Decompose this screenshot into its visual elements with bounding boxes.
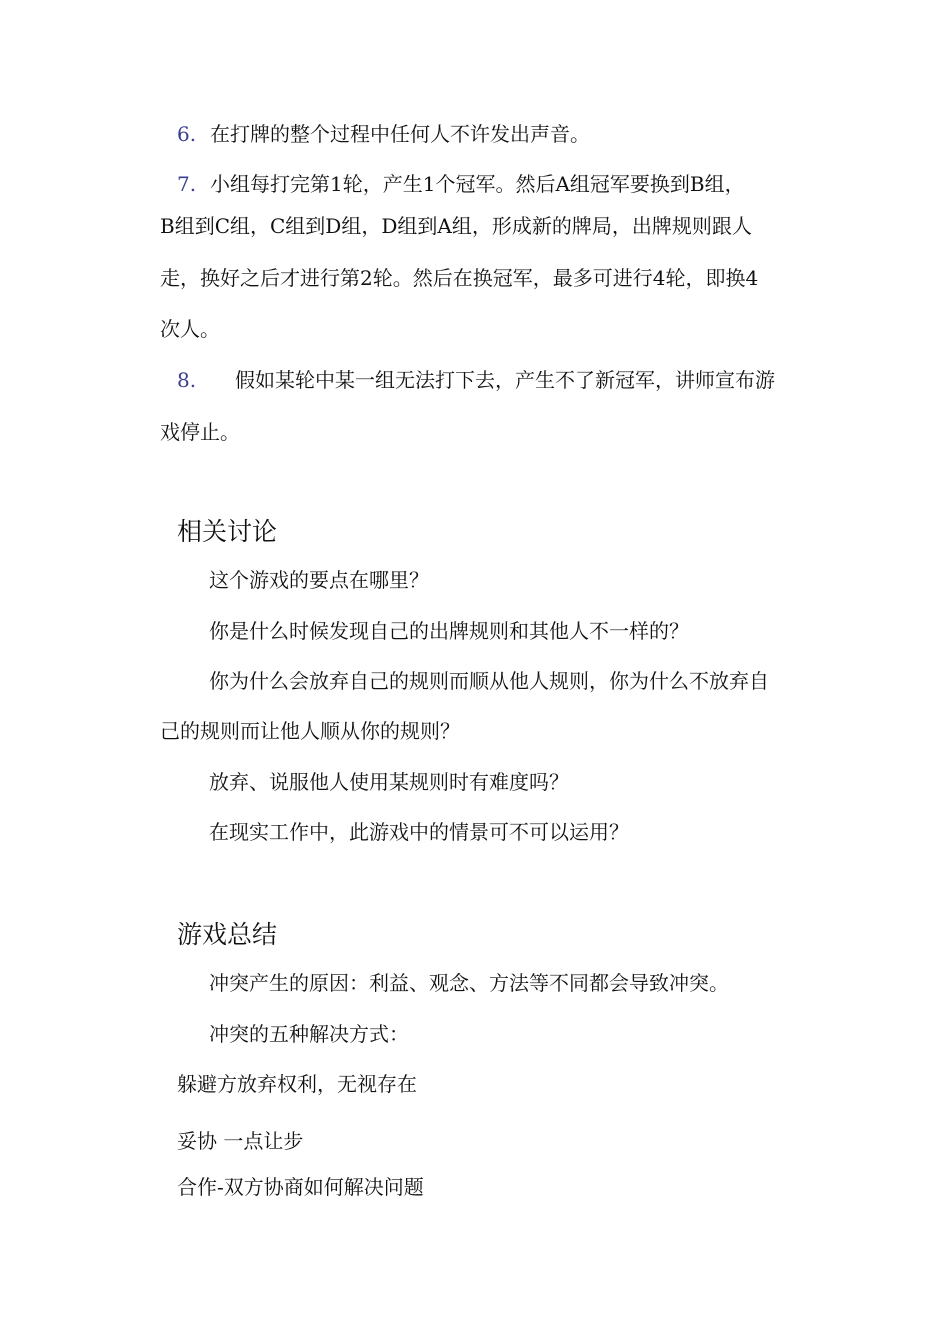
rule-text: 小组每打完第1轮，产生1个冠军。然后A组冠军要换到B组， — [210, 172, 745, 196]
rule-number: 6. — [177, 122, 197, 146]
resolution-method-2: 妥协 一点让步 — [177, 1129, 304, 1153]
rule-item-7-line-4: 次人。 — [160, 317, 220, 341]
rule-number: 8. — [177, 368, 197, 392]
rule-text: 在打牌的整个过程中任何人不许发出声音。 — [210, 122, 590, 146]
rule-item-7-line-2: B组到C组，C组到D组，D组到A组，形成新的牌局，出牌规则跟人 — [160, 214, 752, 238]
discussion-question-4: 放弃、说服他人使用某规则时有难度吗？ — [209, 770, 569, 794]
rule-number: 7. — [177, 172, 197, 196]
rule-item-7-line-1 — [160, 170, 825, 198]
rule-item-6 — [160, 120, 825, 148]
rule-item-7-line-3: 走，换好之后才进行第2轮。然后在换冠军，最多可进行4轮，即换4 — [160, 266, 759, 290]
summary-paragraph-2: 冲突的五种解决方式： — [209, 1022, 409, 1046]
discussion-heading: 相关讨论 — [177, 517, 278, 546]
resolution-method-1: 躲避方放弃权利，无视存在 — [177, 1072, 417, 1096]
discussion-question-2: 你是什么时候发现自己的出牌规则和其他人不一样的？ — [209, 619, 689, 643]
discussion-question-3-line-1: 你为什么会放弃自己的规则而顺从他人规则，你为什么不放弃自 — [209, 669, 769, 693]
discussion-question-5: 在现实工作中，此游戏中的情景可不可以运用？ — [209, 820, 629, 844]
summary-heading: 游戏总结 — [177, 920, 278, 949]
rule-text: 假如某轮中某一组无法打下去，产生不了新冠军，讲师宣布游 — [235, 368, 775, 392]
rule-item-8-line-2: 戏停止。 — [160, 420, 240, 444]
discussion-question-1: 这个游戏的要点在哪里？ — [209, 568, 429, 592]
discussion-question-3-line-2: 己的规则而让他人顺从你的规则？ — [160, 719, 460, 743]
summary-paragraph-1: 冲突产生的原因：利益、观念、方法等不同都会导致冲突。 — [209, 971, 729, 995]
rule-item-8-line-1 — [160, 366, 825, 394]
resolution-method-3: 合作-双方协商如何解决问题 — [177, 1175, 424, 1199]
